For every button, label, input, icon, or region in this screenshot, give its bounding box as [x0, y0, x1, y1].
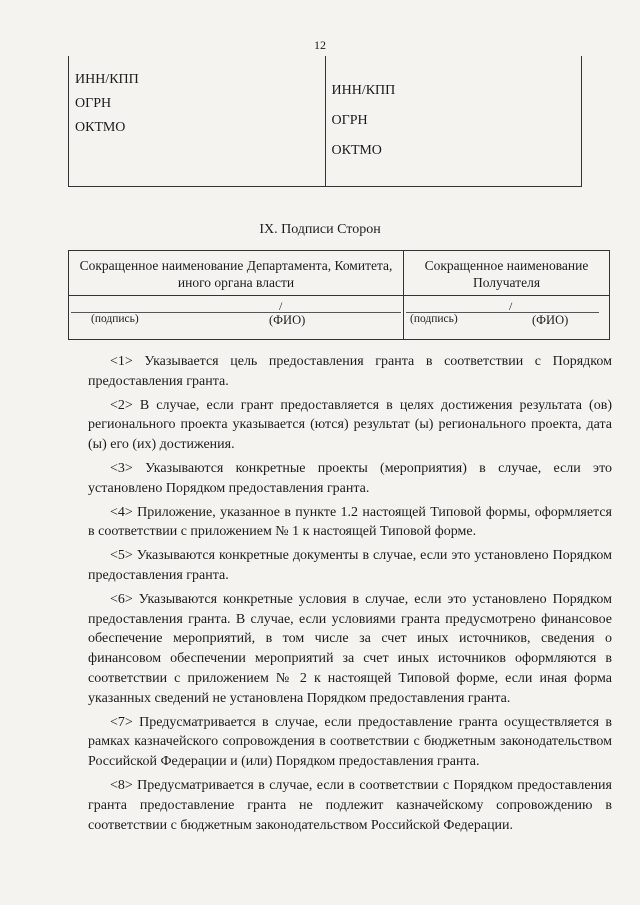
footnotes	[88, 352, 612, 839]
page-number: 12	[314, 38, 326, 52]
signature-caption: (подпись)	[410, 313, 458, 325]
signature-caption: (подпись)	[91, 313, 139, 325]
footnote-6: <6> Указываются конкретные условия в случае, если это установлено Порядком предоставления гранта. В случае, если условиями гранта предусмотрено финансовое обеспечение мероприятий, в том числе за счет иных источников, сведения о финансовом обеспечении мероприятий за счет иных источников оформляются в соответствии с приложением № 2 к настоящей Типовой форме, если иная форма указанных сведений не установлена Порядком предоставления гранта.	[88, 591, 612, 706]
signature-department	[69, 251, 404, 339]
requisites-left	[69, 56, 326, 186]
signature-slash: /	[279, 299, 283, 313]
ogrn-label: ОГРН	[75, 96, 112, 111]
footnote-7: <7> Предусматривается в случае, если предоставление гранта осуществляется в рамках казначейского сопровождения в соответствии с бюджетным законодательством Российской Федерации и (или) Порядком предоставления гранта.	[88, 714, 612, 770]
inn-kpp-label: ИНН/КПП	[331, 83, 396, 98]
oktmo-label: ОКТМО	[75, 120, 126, 135]
inn-kpp-label: ИНН/КПП	[75, 72, 139, 87]
signature-slash: /	[509, 299, 513, 313]
footnote-5: <5> Указываются конкретные документы в случае, если это установлено Порядком предоставления гранта.	[88, 548, 612, 583]
full-name-caption: (ФИО)	[532, 313, 569, 327]
department-name-header: Сокращенное наименование Департамента, Комитета, иного органа власти	[69, 251, 403, 296]
ogrn-label: ОГРН	[331, 113, 368, 128]
recipient-name-header: Сокращенное наименование Получателя	[404, 251, 609, 296]
requisites-block	[68, 56, 582, 187]
signatures-table	[68, 250, 610, 340]
footnote-3: <3> Указываются конкретные проекты (мероприятия) в случае, если это установлено Порядком предоставления гранта.	[88, 460, 612, 496]
signature-recipient	[404, 251, 609, 339]
full-name-caption: (ФИО)	[269, 313, 306, 327]
footnote-8: <8> Предусматривается в случае, если в соответствии с Порядком предоставления гранта предоставление гранта не подлежит казначейскому сопровождению в соответствии с бюджетным законодательством Российской Федерации.	[88, 777, 612, 833]
section-title: IX. Подписи Сторон	[259, 222, 381, 237]
requisites-right	[326, 56, 582, 186]
footnote-1: <1> Указывается цель предоставления гранта в соответствии с Порядком предоставления гранта.	[88, 354, 612, 389]
oktmo-label: ОКТМО	[331, 143, 382, 158]
footnote-2: <2> В случае, если грант предоставляется в целях достижения результата (ов) регионального проекта указывается (ются) результат (ы) регионального проекта, дата (ы) его (их) достижения.	[88, 397, 612, 453]
footnote-4: <4> Приложение, указанное в пункте 1.2 настоящей Типовой формы, оформляется в соответствии с приложением № 1 к настоящей Типовой форме.	[88, 504, 612, 540]
